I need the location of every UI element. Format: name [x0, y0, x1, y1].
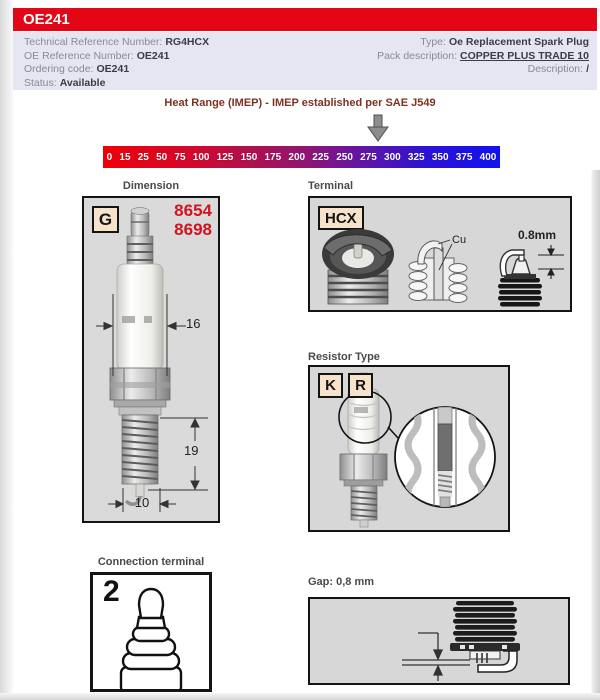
heat-tick: 400	[479, 151, 497, 163]
part-numbers	[174, 201, 212, 239]
terminal-gap-value: 0.8mm	[518, 228, 557, 242]
gap-box	[308, 597, 570, 685]
heat-range-indicator-arrow	[367, 114, 389, 142]
terminal-code-badge: HCX	[318, 206, 364, 230]
pack-description-link[interactable]: COPPER PLUS TRADE 10	[460, 49, 589, 62]
terminal-heading: Terminal	[308, 180, 354, 192]
info-value: OE241	[96, 63, 130, 75]
heat-tick: 200	[288, 151, 306, 163]
resistor-box	[308, 365, 510, 532]
gap-heading: Gap: 0,8 mm	[308, 576, 375, 588]
info-value: Oe Replacement Spark Plug	[448, 36, 589, 48]
info-value: RG4HCX	[165, 36, 210, 48]
product-info-panel	[13, 32, 597, 90]
heat-tick: 275	[360, 151, 377, 163]
part-number: 8654	[174, 201, 212, 220]
resistor-code-k-badge: K	[318, 373, 343, 398]
heat-tick: 375	[455, 151, 473, 163]
page-title: OE241	[13, 8, 597, 31]
heat-range-title: Heat Range (IMEP) - IMEP established per SAE J549	[164, 97, 436, 109]
gap-illustration	[310, 599, 568, 683]
heat-tick: 25	[137, 151, 149, 163]
info-value: OE241	[136, 49, 170, 62]
info-row	[24, 63, 209, 77]
heat-tick: 15	[119, 151, 131, 163]
resistor-heading: Resistor Type	[308, 351, 380, 363]
info-label: Status:	[24, 76, 57, 89]
terminal-photo	[316, 224, 402, 306]
heat-tick: 75	[174, 151, 186, 163]
heat-tick: 125	[216, 151, 234, 163]
info-row	[377, 50, 589, 64]
info-label: Ordering code:	[24, 63, 94, 75]
heat-tick: 325	[407, 151, 425, 163]
heat-tick: 150	[240, 151, 258, 163]
photo-edge-bottom	[0, 693, 600, 700]
status-value: Available	[59, 76, 106, 89]
heat-tick: 0	[106, 151, 113, 163]
info-left-column	[24, 36, 209, 90]
info-label: Pack description:	[377, 49, 458, 62]
dimension-code-badge: G	[92, 206, 119, 233]
spark-plug-dimension-illustration	[84, 198, 218, 516]
info-row	[24, 50, 209, 64]
connection-terminal-code: 2	[103, 575, 120, 608]
photo-edge-right	[591, 170, 600, 700]
info-label: Type:	[420, 36, 446, 48]
info-label: Technical Reference Number:	[24, 36, 163, 48]
heat-tick: 50	[156, 151, 168, 163]
heat-tick: 100	[192, 151, 210, 163]
info-row	[377, 63, 589, 77]
connection-terminal-box	[90, 572, 212, 692]
insulator-diameter-value: 16	[186, 316, 201, 331]
connection-terminal-heading: Connection terminal	[97, 556, 205, 568]
info-row	[24, 36, 209, 50]
info-right-column	[377, 36, 589, 77]
info-row	[377, 36, 589, 50]
heat-tick: 250	[336, 151, 353, 163]
info-label: Description:	[527, 63, 584, 75]
heat-range-scale	[103, 146, 500, 168]
heat-tick: 225	[312, 151, 329, 163]
info-value: /	[586, 63, 589, 75]
thread-length-value: 19	[184, 443, 199, 458]
heat-tick: 175	[264, 151, 282, 163]
resistor-code-r-badge: R	[348, 373, 373, 398]
copper-core-label: Cu	[452, 234, 467, 246]
terminal-gap-diagram	[496, 238, 568, 310]
dimension-heading: Dimension	[122, 180, 180, 192]
heat-tick: 300	[384, 151, 401, 163]
info-label: OE Reference Number:	[24, 49, 134, 62]
thread-diameter-value: 10	[134, 495, 150, 510]
part-number: 8698	[174, 220, 212, 239]
dimension-box	[82, 196, 220, 523]
info-row	[24, 77, 209, 91]
terminal-box	[308, 196, 572, 312]
connection-terminal-illustration	[93, 575, 209, 689]
heat-tick: 350	[431, 151, 449, 163]
